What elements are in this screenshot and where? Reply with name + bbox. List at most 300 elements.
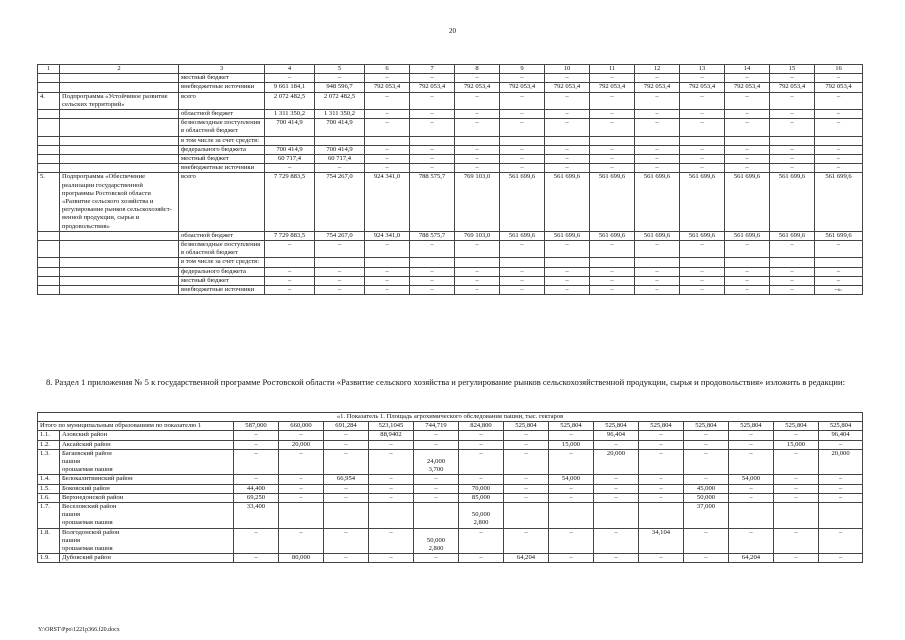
funding-source: безвозмездные поступления в областной бюджет (179, 119, 265, 136)
value-cell: – (500, 276, 545, 285)
value-cell: – (819, 475, 863, 484)
value-cell: – (590, 164, 635, 173)
value-cell: 561 699,6 (635, 231, 680, 240)
value-cell: 54,000 (549, 475, 594, 484)
value-cell (819, 503, 863, 529)
value-cell: 754 267,0 (315, 173, 365, 231)
value-cell (315, 258, 365, 267)
value-cell: – (725, 286, 770, 295)
value-cell: – (545, 74, 590, 83)
value-cell: – (414, 493, 459, 502)
row-number (38, 155, 60, 164)
value-cell: – (315, 241, 365, 258)
table-row (38, 493, 863, 502)
table-row (38, 503, 863, 529)
value-cell: – (369, 440, 414, 449)
value-cell: – (455, 119, 500, 136)
value-cell: 20,000 (279, 440, 324, 449)
program-name (60, 267, 179, 276)
value-cell: – (590, 145, 635, 154)
district-name: Волгодонской район пашня орошаемая пашня (60, 528, 234, 554)
header-cell: 1 (38, 65, 60, 74)
value-cell: – (590, 276, 635, 285)
value-cell: 792 053,4 (545, 83, 590, 92)
value-cell: – (680, 110, 725, 119)
value-cell: – (725, 267, 770, 276)
value-cell: – (635, 145, 680, 154)
value-cell: – (639, 475, 684, 484)
value-cell: – (500, 145, 545, 154)
value-cell: – (684, 528, 729, 554)
value-cell (770, 136, 815, 145)
value-cell: –». (815, 286, 863, 295)
table-row (38, 241, 863, 258)
value-cell: 33,400 (234, 503, 279, 529)
table-row (38, 528, 863, 554)
district-name: Дубовский район (60, 554, 234, 563)
value-cell: – (410, 74, 455, 83)
header-cell: 6 (365, 65, 410, 74)
value-cell: – (635, 164, 680, 173)
value-cell: – (590, 110, 635, 119)
header-cell: 10 (545, 65, 590, 74)
value-cell: 792 053,4 (770, 83, 815, 92)
value-cell: – (680, 164, 725, 173)
value-cell: – (410, 241, 455, 258)
value-cell: – (265, 164, 315, 173)
value-cell: – (545, 241, 590, 258)
total-value: 525,804 (549, 422, 594, 431)
value-cell: – (410, 92, 455, 109)
value-cell: – (315, 74, 365, 83)
value-cell: – (455, 286, 500, 295)
table-row (38, 440, 863, 449)
value-cell (504, 503, 549, 529)
program-name (60, 258, 179, 267)
value-cell: – (365, 164, 410, 173)
value-cell: – (774, 449, 819, 475)
value-cell: – (774, 484, 819, 493)
total-value: 660,000 (279, 422, 324, 431)
table-row (38, 554, 863, 563)
value-cell: – (504, 528, 549, 554)
value-cell: 96,404 (819, 431, 863, 440)
funding-source: местный бюджет (179, 155, 265, 164)
district-name: Аксайский район (60, 440, 234, 449)
value-cell: – (504, 440, 549, 449)
value-cell: 64,204 (504, 554, 549, 563)
total-label: Итого по муниципальным образованиям по показателю 1 (38, 422, 234, 431)
value-cell: 45,000 (684, 484, 729, 493)
value-cell: 561 699,6 (680, 231, 725, 240)
value-cell: – (725, 145, 770, 154)
value-cell: 9 661 184,1 (265, 83, 315, 92)
value-cell: – (639, 493, 684, 502)
value-cell: 69,250 (234, 493, 279, 502)
total-value: 587,000 (234, 422, 279, 431)
table-row (38, 136, 863, 145)
table-row (38, 431, 863, 440)
value-cell: – (365, 276, 410, 285)
row-number: 1.6. (38, 493, 60, 502)
value-cell (639, 503, 684, 529)
table-row (38, 276, 863, 285)
value-cell (594, 503, 639, 529)
value-cell: – (680, 241, 725, 258)
program-name (60, 155, 179, 164)
program-name (60, 276, 179, 285)
value-cell: – (635, 241, 680, 258)
value-cell: 561 699,6 (545, 173, 590, 231)
value-cell: – (410, 119, 455, 136)
value-cell: 50,000 2,800 (414, 528, 459, 554)
value-cell: 7 729 883,5 (265, 231, 315, 240)
value-cell: – (549, 431, 594, 440)
value-cell: – (234, 431, 279, 440)
district-name: Белокалитвинский район (60, 475, 234, 484)
value-cell: 754 267,0 (315, 231, 365, 240)
value-cell: 792 053,4 (410, 83, 455, 92)
value-cell: – (234, 528, 279, 554)
value-cell: – (324, 484, 369, 493)
header-cell: 14 (725, 65, 770, 74)
value-cell: – (590, 286, 635, 295)
table-header-row (38, 65, 863, 74)
value-cell: – (315, 286, 365, 295)
value-cell: – (504, 484, 549, 493)
value-cell: – (369, 554, 414, 563)
row-number: 1.4. (38, 475, 60, 484)
row-number (38, 241, 60, 258)
district-name: Верхнедонской район (60, 493, 234, 502)
value-cell: – (410, 145, 455, 154)
value-cell: – (279, 493, 324, 502)
value-cell: – (684, 449, 729, 475)
row-number: 1.5. (38, 484, 60, 493)
value-cell: – (500, 119, 545, 136)
value-cell: – (680, 155, 725, 164)
total-value: 525,804 (774, 422, 819, 431)
value-cell: – (500, 74, 545, 83)
value-cell: – (315, 164, 365, 173)
value-cell: – (365, 145, 410, 154)
value-cell: – (725, 119, 770, 136)
value-cell: – (815, 110, 863, 119)
total-value: 824,800 (459, 422, 504, 431)
table-row (38, 258, 863, 267)
funding-source: местный бюджет (179, 74, 265, 83)
value-cell (680, 258, 725, 267)
value-cell: – (414, 484, 459, 493)
total-value: 525,804 (729, 422, 774, 431)
value-cell: – (725, 155, 770, 164)
value-cell: – (545, 92, 590, 109)
total-value: 525,804 (819, 422, 863, 431)
value-cell (265, 258, 315, 267)
value-cell: 34,104 (639, 528, 684, 554)
value-cell: – (500, 155, 545, 164)
value-cell: 561 699,6 (815, 173, 863, 231)
value-cell: – (410, 276, 455, 285)
value-cell: – (410, 110, 455, 119)
row-number: 5. (38, 173, 60, 231)
value-cell: – (279, 528, 324, 554)
value-cell: – (639, 440, 684, 449)
value-cell: – (279, 449, 324, 475)
value-cell: 788 575,7 (410, 173, 455, 231)
value-cell (455, 136, 500, 145)
row-number (38, 136, 60, 145)
value-cell (324, 503, 369, 529)
value-cell: – (590, 241, 635, 258)
value-cell (365, 136, 410, 145)
value-cell: – (234, 440, 279, 449)
value-cell: 792 053,4 (725, 83, 770, 92)
value-cell: – (549, 484, 594, 493)
value-cell: – (815, 267, 863, 276)
value-cell: – (545, 110, 590, 119)
value-cell: – (549, 528, 594, 554)
value-cell: – (774, 554, 819, 563)
value-cell: – (725, 276, 770, 285)
value-cell: 792 053,4 (500, 83, 545, 92)
value-cell: – (500, 110, 545, 119)
value-cell: – (369, 493, 414, 502)
total-value: 744,719 (414, 422, 459, 431)
value-cell: – (545, 145, 590, 154)
value-cell (500, 258, 545, 267)
value-cell: – (504, 431, 549, 440)
value-cell: – (410, 164, 455, 173)
funding-source: внебюджетные источники (179, 286, 265, 295)
value-cell: – (504, 449, 549, 475)
value-cell: 700 414,9 (315, 145, 365, 154)
row-number (38, 267, 60, 276)
value-cell: – (455, 241, 500, 258)
value-cell: – (504, 475, 549, 484)
table-row (38, 231, 863, 240)
value-cell: – (635, 119, 680, 136)
value-cell: – (680, 92, 725, 109)
header-cell: 15 (770, 65, 815, 74)
value-cell: – (819, 554, 863, 563)
value-cell: – (684, 440, 729, 449)
value-cell: – (545, 286, 590, 295)
value-cell: – (279, 431, 324, 440)
value-cell (590, 136, 635, 145)
value-cell (455, 258, 500, 267)
value-cell (365, 258, 410, 267)
value-cell: 1 311 350,2 (265, 110, 315, 119)
value-cell: – (815, 241, 863, 258)
program-name (60, 119, 179, 136)
value-cell: – (684, 554, 729, 563)
value-cell: – (594, 440, 639, 449)
value-cell: 15,000 (774, 440, 819, 449)
value-cell: – (369, 475, 414, 484)
value-cell: – (265, 241, 315, 258)
value-cell: 561 699,6 (680, 173, 725, 231)
table-row (38, 155, 863, 164)
value-cell: 561 699,6 (770, 231, 815, 240)
value-cell: 66,954 (324, 475, 369, 484)
value-cell: 792 053,4 (815, 83, 863, 92)
value-cell: – (725, 164, 770, 173)
value-cell: – (369, 449, 414, 475)
table-row (38, 92, 863, 109)
value-cell: – (770, 119, 815, 136)
value-cell: – (590, 267, 635, 276)
table-row (38, 119, 863, 136)
value-cell: – (365, 74, 410, 83)
value-cell (315, 136, 365, 145)
value-cell: – (455, 155, 500, 164)
value-cell: – (455, 92, 500, 109)
header-cell: 13 (680, 65, 725, 74)
value-cell: – (729, 440, 774, 449)
program-name: Подпрограмма «Устойчивое развитие сельских территорий» (60, 92, 179, 109)
value-cell: – (234, 475, 279, 484)
funding-source: областной бюджет (179, 110, 265, 119)
value-cell: 561 699,6 (725, 173, 770, 231)
value-cell: – (635, 286, 680, 295)
value-cell: – (455, 276, 500, 285)
total-value: 525,804 (594, 422, 639, 431)
value-cell: – (504, 493, 549, 502)
funding-source: местный бюджет (179, 276, 265, 285)
row-number: 1.8. (38, 528, 60, 554)
value-cell: 792 053,4 (455, 83, 500, 92)
funding-source: внебюджетные источники (179, 83, 265, 92)
value-cell: – (315, 276, 365, 285)
table-row (38, 110, 863, 119)
value-cell: – (594, 493, 639, 502)
value-cell: 2 072 482,5 (315, 92, 365, 109)
header-cell: 5 (315, 65, 365, 74)
value-cell: – (455, 110, 500, 119)
value-cell: 700 414,9 (265, 119, 315, 136)
value-cell: 54,000 (729, 475, 774, 484)
value-cell: – (365, 241, 410, 258)
value-cell: – (594, 554, 639, 563)
value-cell: – (815, 74, 863, 83)
funding-source: областной бюджет (179, 231, 265, 240)
value-cell: – (324, 440, 369, 449)
table-row (38, 145, 863, 154)
value-cell (635, 136, 680, 145)
value-cell: – (635, 267, 680, 276)
table-row (38, 484, 863, 493)
value-cell: – (324, 528, 369, 554)
value-cell: – (545, 276, 590, 285)
value-cell: – (774, 475, 819, 484)
value-cell: 561 699,6 (590, 231, 635, 240)
value-cell: – (680, 267, 725, 276)
value-cell: – (500, 267, 545, 276)
value-cell: 792 053,4 (365, 83, 410, 92)
value-cell: 64,204 (729, 554, 774, 563)
value-cell: – (770, 110, 815, 119)
value-cell: 788 575,7 (410, 231, 455, 240)
value-cell: 792 053,4 (680, 83, 725, 92)
total-value: 525,804 (504, 422, 549, 431)
table-row (38, 164, 863, 173)
table-row (38, 475, 863, 484)
value-cell: – (549, 554, 594, 563)
value-cell: – (725, 110, 770, 119)
total-value: 525,804 (684, 422, 729, 431)
district-name: Веселовский район пашня орошаемая пашня (60, 503, 234, 529)
value-cell: – (265, 74, 315, 83)
row-number (38, 74, 60, 83)
value-cell: – (770, 276, 815, 285)
value-cell: 88,9402 (369, 431, 414, 440)
value-cell (815, 136, 863, 145)
value-cell: 561 699,6 (725, 231, 770, 240)
value-cell (265, 136, 315, 145)
value-cell (680, 136, 725, 145)
value-cell: – (815, 92, 863, 109)
amendment-paragraph: 8. Раздел 1 приложения № 5 к государственной программе Ростовской области «Развитие сельского хозяйства и регулирование рынков сельскохозяйственной продукции, сырья и продовольствия» изложить в редакции: (46, 377, 845, 387)
value-cell: 561 699,6 (545, 231, 590, 240)
program-name (60, 83, 179, 92)
financing-table (37, 64, 863, 295)
table-row (38, 286, 863, 295)
value-cell: – (590, 155, 635, 164)
funding-source: внебюджетные источники (179, 164, 265, 173)
value-cell: 924 341,0 (365, 173, 410, 231)
value-cell: – (815, 164, 863, 173)
value-cell: – (770, 74, 815, 83)
value-cell: 561 699,6 (770, 173, 815, 231)
value-cell (545, 258, 590, 267)
row-number: 1.7. (38, 503, 60, 529)
value-cell: 24,000 3,700 (414, 449, 459, 475)
row-number: 4. (38, 92, 60, 109)
funding-source: всего (179, 173, 265, 231)
value-cell: 37,000 (684, 503, 729, 529)
value-cell: – (265, 267, 315, 276)
value-cell: – (729, 528, 774, 554)
header-cell: 2 (60, 65, 179, 74)
value-cell: – (414, 431, 459, 440)
value-cell: – (729, 493, 774, 502)
value-cell (725, 258, 770, 267)
value-cell: – (414, 440, 459, 449)
value-cell: – (545, 267, 590, 276)
header-cell: 11 (590, 65, 635, 74)
program-name: Подпрограмма «Обеспечение реализации государственной программы Ростовской области «Развитие сельского хозяйства и регулирование рынков сельскохозяйст-венной продукции, сырья и продовольствия» (60, 173, 179, 231)
value-cell: – (455, 164, 500, 173)
table-title: «1. Показатель 1. Площадь агрохимического обследования пашни, тыс. гектаров (38, 413, 863, 422)
value-cell: – (315, 267, 365, 276)
total-value: 523,1045 (369, 422, 414, 431)
value-cell: 948 596,7 (315, 83, 365, 92)
value-cell: – (459, 449, 504, 475)
value-cell: – (819, 493, 863, 502)
value-cell (410, 136, 455, 145)
value-cell: – (324, 431, 369, 440)
value-cell: – (770, 155, 815, 164)
value-cell: – (455, 267, 500, 276)
program-name (60, 74, 179, 83)
value-cell: – (770, 164, 815, 173)
row-number (38, 231, 60, 240)
table-row (38, 449, 863, 475)
value-cell: – (459, 440, 504, 449)
value-cell: 60 717,4 (265, 155, 315, 164)
value-cell: – (324, 449, 369, 475)
